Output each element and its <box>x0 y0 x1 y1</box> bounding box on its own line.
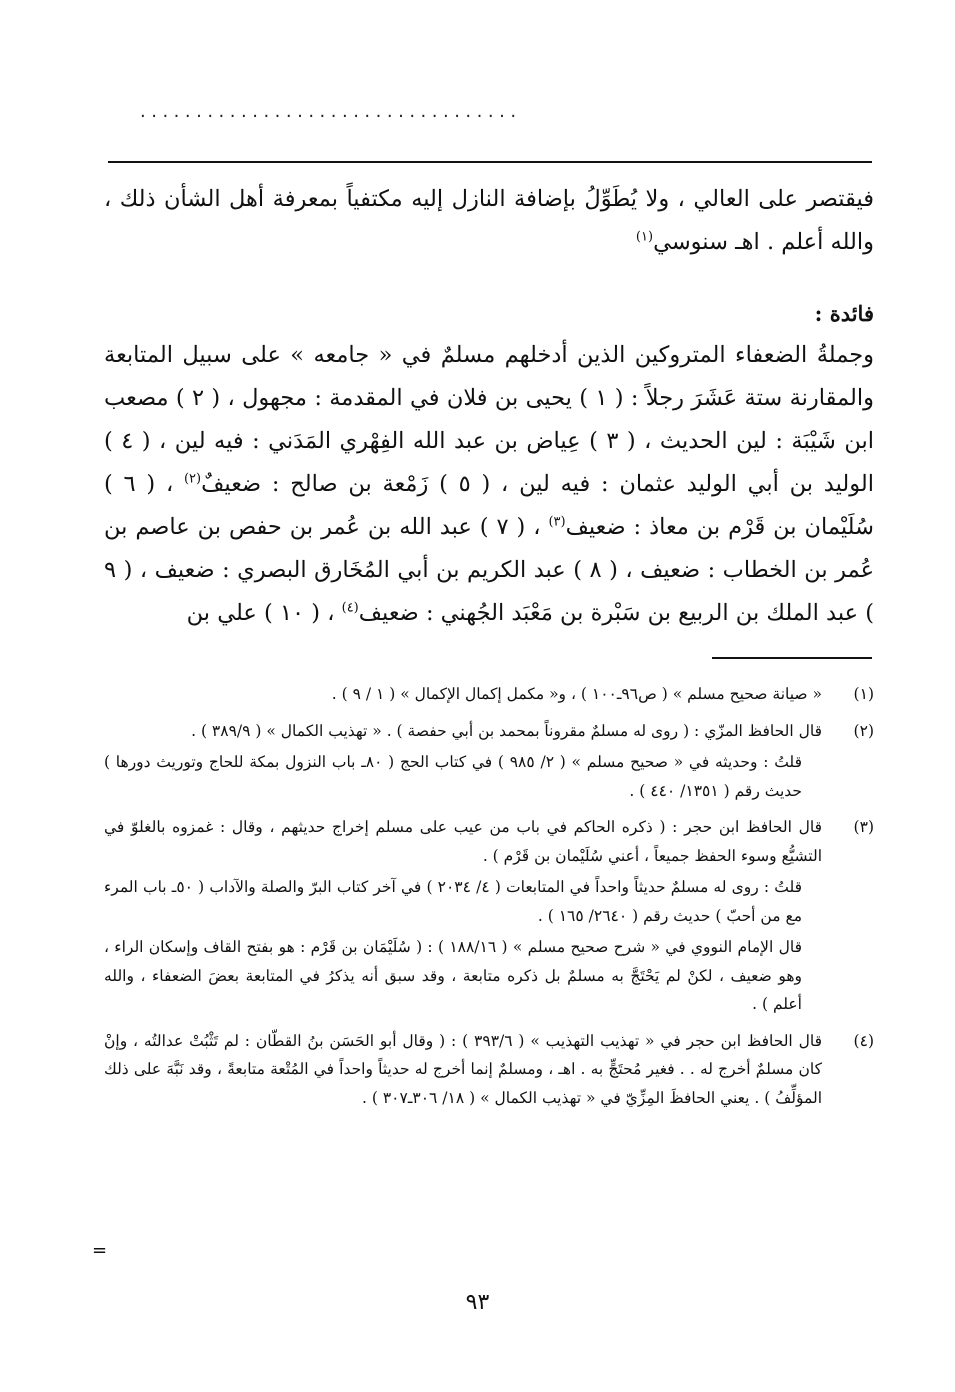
footnote-3 <box>104 813 874 1022</box>
footnotes-separator <box>712 657 872 659</box>
continuation-mark: = <box>92 1240 108 1261</box>
footnote-number: (٤) <box>853 1031 874 1050</box>
footnote-text: قال الحافظ ابن حجر : ( ذكره الحاكم في باب من عيب على مسلم إخراج حديثهم ، وقال : غمزوه بالغلوّ في التشيُّع وسوء الحفظ جميعاً ، أعني سُلَيْمان بن قَرْم ) . <box>104 818 822 865</box>
top-rule <box>108 161 872 163</box>
paragraph-text-part-1: وجملةُ الضعفاء المتروكين الذين أدخلهم مسلمٌ في « جامعه » على سبيل المتابعة والمقارنة ستة عَشَرَ رجلاً : ( ١ ) يحيى بن فلان في المقدمة : مجهول ، ( ٢ ) مصعب ابن شَيْبَة : لين الحديث ، ( ٣ ) عِياض بن عبد الله الفِهْري المَدَني : فيه لين ، ( ٤ ) الوليد بن أبي الوليد عثمان : فيه لين ، ( ٥ ) زَمْعة بن صالح : ضعيفٌ <box>104 342 875 497</box>
footnote-2 <box>104 717 874 809</box>
footnote-number: (١) <box>853 685 874 703</box>
paragraph-intro <box>104 178 874 264</box>
paragraph-text-part-4: ، ( ١٠ ) علي بن <box>186 600 342 626</box>
page-number: ٩٣ <box>465 1290 490 1315</box>
decorative-dotted-line: ·································· <box>140 106 522 127</box>
footnote-1 <box>104 680 874 712</box>
footnotes-section <box>104 680 874 1120</box>
footnote-text: قلتُ : وحديثه في « صحيح مسلم » ( ٢/ ٩٨٥ ) في كتاب الحج ( ٨٠ـ باب النزول بمكة للحاج وتوريث دورها ) حديث رقم ( ١٣٥١/ ٤٤٠ ) . <box>104 753 802 800</box>
footnote-4 <box>104 1027 874 1116</box>
footnote-text: قال الحافظ المزّي : ( روى له مسلمٌ مقروناً بمحمد بن أبي حفصة ) . « تهذيب الكمال » ( ٣٨٩/٩ ) . <box>191 721 822 740</box>
footnote-ref-3: (٣) <box>548 514 566 530</box>
footnote-text: قلتُ : روى له مسلمٌ حديثاً واحداً في المتابعات ( ٤/ ٢٠٣٤ ) في آخر كتاب البرّ والصلة والآداب ( ٥٠ـ باب المرء مع من أحبّ ) حديث رقم ( ٢٦٤٠/ ١٦٥ ) . <box>104 878 802 925</box>
footnote-ref-4: (٤) <box>341 600 359 616</box>
paragraph-text-part-3: ، ( ٧ ) عبد الله بن عُمر بن حفص بن عاصم بن عُمر بن الخطاب : ضعيف ، ( ٨ ) عبد الكريم بن أبي المُخَارق البصري : ضعيف ، ( ٩ ) عبد الملك بن الربيع بن سَبْرة بن مَعْبَد الجُهني : ضعيف <box>104 514 874 626</box>
footnote-ref-2: (٢) <box>183 471 202 487</box>
faida-heading: فائدة : <box>814 301 874 326</box>
footnote-body <box>104 1027 822 1116</box>
footnote-text: قال الحافظ ابن حجر في « تهذيب التهذيب » ( ٣٩٣/٦ ) : ( وقال أبو الحَسَن بنُ القطّان : لم تَثْبُتْ عدالتُه ، وإنْ كان مسلمٌ أخرج له . . فغير مُحتَجٍّ به . اهـ ، ومسلمٌ إنما أخرج له حديثاً واحداً في المُتْعة متابعةً ، وقد نَبَّهَ على ذلك المؤلِّفُ ) . يعني الحافظَ المِزِّيّ في « تهذيب الكمال » ( ١٨/ ٣٠٦ـ٣٠٧ ) . <box>104 1031 822 1107</box>
footnote-text: قال الإمام النووي في « شرح صحيح مسلم » ( ١٨٨/١٦ ) : ( سُلَيْمَان بن قَرْم : هو بفتح القاف وإسكان الراء ، وهو ضعيف ، لكنْ لم يَحْتَجَّ به مسلمٌ بل ذكره متابعة ، وقد سبق أنه يذكرُ في المتابعة بعضَ الضعفاء ، والله أعلم ) . <box>104 938 802 1013</box>
paragraph-weak-narrators <box>104 334 874 635</box>
footnote-number: (٢) <box>853 721 874 740</box>
footnote-body <box>104 813 822 1022</box>
footnote-body <box>104 680 822 712</box>
paragraph-text-part-2: ، ( ٦ ) سُلَيْمان بن قَرْم بن معاذ : ضعيف <box>104 471 874 540</box>
footnote-ref-1: (١) <box>635 229 654 245</box>
footnote-number: (٣) <box>853 818 874 836</box>
footnote-body <box>104 717 822 809</box>
footnote-text: « صيانة صحيح مسلم » ( ص٩٦ـ١٠٠ ) ، و« مكمل إكمال الإكمال » ( ١ / ٩ ) . <box>331 685 822 703</box>
paragraph-intro-text: فيقتصر على العالي ، ولا يُطَوِّلُ بإضافة النازل إليه مكتفياً بمعرفة أهل الشأن ذلك ، والله أعلم . اهـ سنوسي <box>104 186 874 255</box>
